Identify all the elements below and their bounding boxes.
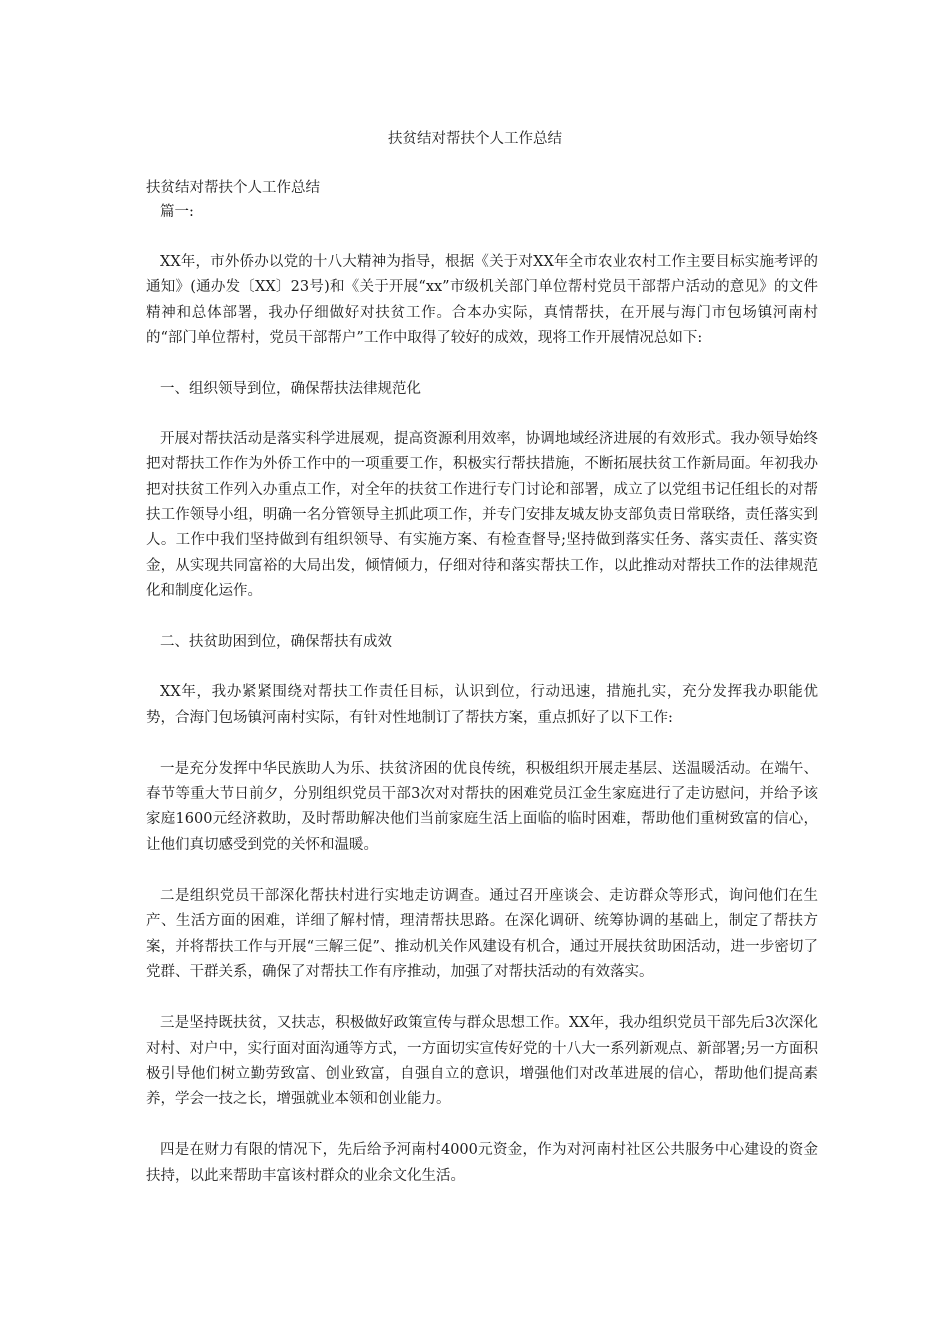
item1-paragraph: 一是充分发挥中华民族助人为乐、扶贫济困的优良传统，积极组织开展走基层、送温暖活动。在端午、春节等重大节日前夕，分别组织党员干部3次对对帮扶的困难党员江金生家庭进行了走访慰问，并给予该家庭1600元经济救助，及时帮助解决他们当前家庭生活上面临的临时困难，帮助他们重树致富的信心，让他们真切感受到党的关怀和温暖。 [146, 760, 818, 853]
document-title: 扶贫结对帮扶个人工作总结 [388, 131, 562, 147]
part-label: 篇一: [160, 204, 194, 220]
document-subtitle: 扶贫结对帮扶个人工作总结 [146, 180, 320, 196]
section1-heading: 一、组织领导到位，确保帮扶法律规范化 [160, 381, 421, 398]
item2-paragraph: 二是组织党员干部深化帮扶村进行实地走访调查。通过召开座谈会、走访群众等形式，询问他们在生产、生活方面的困难，详细了解村情，理清帮扶思路。在深化调研、统筹协调的基础上，制定了帮扶方案，并将帮扶工作与开展“三解三促”、推动机关作风建设有机合，通过开展扶贫助困活动，进一步密切了党群、干群关系，确保了对帮扶工作有序推动，加强了对帮扶活动的有效落实。 [146, 888, 818, 980]
section2-heading: 二、扶贫助困到位，确保帮扶有成效 [160, 634, 392, 651]
item3-paragraph: 三是坚持既扶贫，又扶志，积极做好政策宣传与群众思想工作。XX年，我办组织党员干部先后3次深化对村、对户中，实行面对面沟通等方式，一方面切实宣传好党的十八大一系列新观点、新部署;另一方面积极引导他们树立勤劳致富、创业致富，自强自立的意识，增强他们对改革进展的信心，帮助他们提高素养，学会一技之长，增强就业本领和创业能力。 [146, 1015, 818, 1108]
document-body [146, 176, 818, 1189]
intro-paragraph: XX年，市外侨办以党的十八大精神为指导，根据《关于对XX年全市农业农村工作主要目标实施考评的通知》(通办发〔XX〕23号)和《关于开展“xx”市级机关部门单位帮村党员干部帮户活动的意见》的文件精神和总体部署，我办仔细做好对扶贫工作。合本办实际，真情帮扶，在开展与海门市包场镇河南村的“部门单位帮村，党员干部帮户”工作中取得了较好的成效，现将工作开展情况总如下: [146, 254, 818, 346]
section2-intro-paragraph: XX年，我办紧紧围绕对帮扶工作责任目标，认识到位，行动迅速，措施扎实，充分发挥我办职能优势，合海门包场镇河南村实际，有针对性地制订了帮扶方案，重点抓好了以下工作: [146, 684, 818, 726]
item4-paragraph: 四是在财力有限的情况下，先后给予河南村4000元资金，作为对河南村社区公共服务中心建设的资金扶持，以此来帮助丰富该村群众的业余文化生活。 [146, 1142, 818, 1184]
section1-paragraph: 开展对帮扶活动是落实科学进展观，提高资源利用效率，协调地域经济进展的有效形式。我办领导始终把对帮扶工作作为外侨工作中的一项重要工作，积极实行帮扶措施，不断拓展扶贫工作新局面。年初我办把对扶贫工作列入办重点工作，对全年的扶贫工作进行专门讨论和部署，成立了以党组书记任组长的对帮扶工作领导小组，明确一名分管领导主抓此项工作，并专门安排友城友协支部负责日常联络，责任落实到人。工作中我们坚持做到有组织领导、有实施方案、有检查督导;坚持做到落实任务、落实责任、落实资金，从实现共同富裕的大局出发，倾情倾力，仔细对待和落实帮扶工作，以此推动对帮扶工作的法律规范化和制度化运作。 [146, 431, 818, 599]
